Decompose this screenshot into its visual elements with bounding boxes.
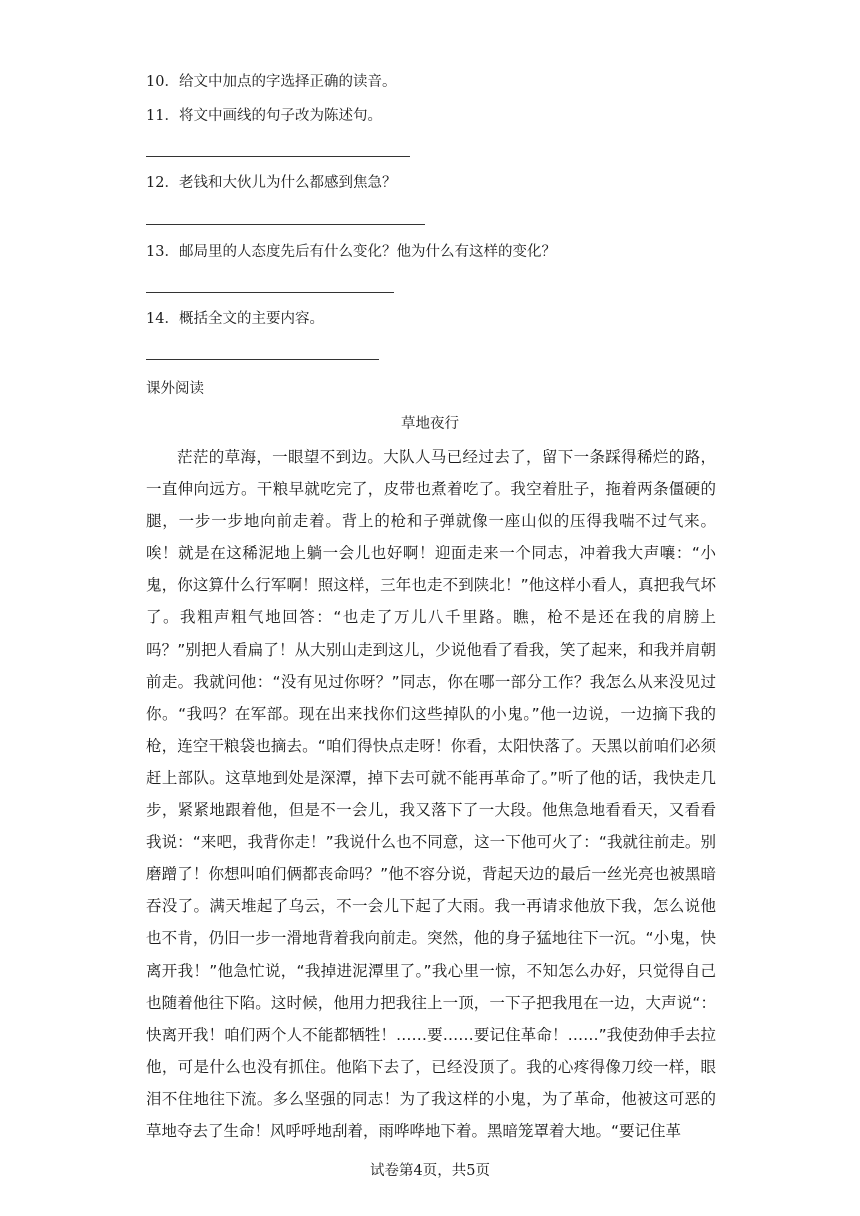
answer-line-13[interactable] <box>146 292 394 293</box>
answer-line-14[interactable] <box>146 359 379 360</box>
answer-line-12[interactable] <box>146 224 425 225</box>
story-title: 草地夜行 <box>401 416 459 432</box>
question-10: 10．给文中加点的字选择正确的读音。 <box>146 74 397 90</box>
page-footer: 试卷第4页，共5页 <box>370 1163 490 1179</box>
section-heading: 课外阅读 <box>146 381 204 397</box>
question-11: 11．将文中画线的句子改为陈述句。 <box>146 108 382 124</box>
answer-line-11[interactable] <box>146 156 410 157</box>
question-12: 12．老钱和大伙儿为什么都感到焦急？ <box>146 175 397 191</box>
story-paragraph: 茫茫的草海，一眼望不到边。大队人马已经过去了，留下一条踩得稀烂的路，一直伸向远方。干粮早就吃完了，皮带也煮着吃了。我空着肚子，拖着两条僵硬的腿，一步一步地向前走着。背上的枪和子弹就像一座山似的压得我喘不过气来。唉！就是在这稀泥地上躺一会儿也好啊！迎面走来一个同志，冲着我大声嚷：“小鬼，你这算什么行军啊！照这样，三年也走不到陕北！”他这样小看人，真把我气坏了。我粗声粗气地回答：“也走了万儿八千里路。瞧，枪不是还在我的肩膀上吗？”别把人看扁了！从大别山走到这儿，少说他看了看我，笑了起来，和我并肩朝前走。我就问他：“没有见过你呀？”同志，你在哪一部分工作？我怎么从来没见过你。“我吗？在军部。现在出来找你们这些掉队的小鬼。”他一边说，一边摘下我的枪，连空干粮袋也摘去。“咱们得快点走呀！你看，太阳快落了。天黑以前咱们必须赶上部队。这草地到处是深潭，掉下去可就不能再革命了。”听了他的话，我快走几步，紧紧地跟着他，但是不一会儿，我又落下了一大段。他焦急地看看天，又看看我说：“来吧，我背你走！”我说什么也不同意，这一下他可火了：“我就往前走。别磨蹭了！你想叫咱们俩都丧命吗？”他不容分说，背起天边的最后一丝光亮也被黑暗吞没了。满天堆起了乌云，不一会儿下起了大雨。我一再请求他放下我，怎么说他也不肯，仍旧一步一滑地背着我向前走。突然，他的身子猛地往下一沉。“小鬼，快离开我！”他急忙说，“我掉进泥潭里了。”我心里一惊，不知怎么办好，只觉得自己也随着他往下陷。这时候，他用力把我往上一顶，一下子把我甩在一边，大声说“：快离开我！咱们两个人不能都牺牲！……要……要记住革命！……”我使劲伸手去拉他，可是什么也没有抓住。他陷下去了，已经没顶了。我的心疼得像刀绞一样，眼泪不住地往下流。多么坚强的同志！为了我这样的小鬼，为了革命，他被这可恶的草地夺去了生命！风呼呼地刮着，雨哗哗地下着。黑暗笼罩着大地。“要记住革 <box>146 448 716 1140</box>
question-13: 13．邮局里的人态度先后有什么变化？他为什么有这样的变化？ <box>146 244 556 260</box>
question-14: 14．概括全文的主要内容。 <box>146 311 324 327</box>
